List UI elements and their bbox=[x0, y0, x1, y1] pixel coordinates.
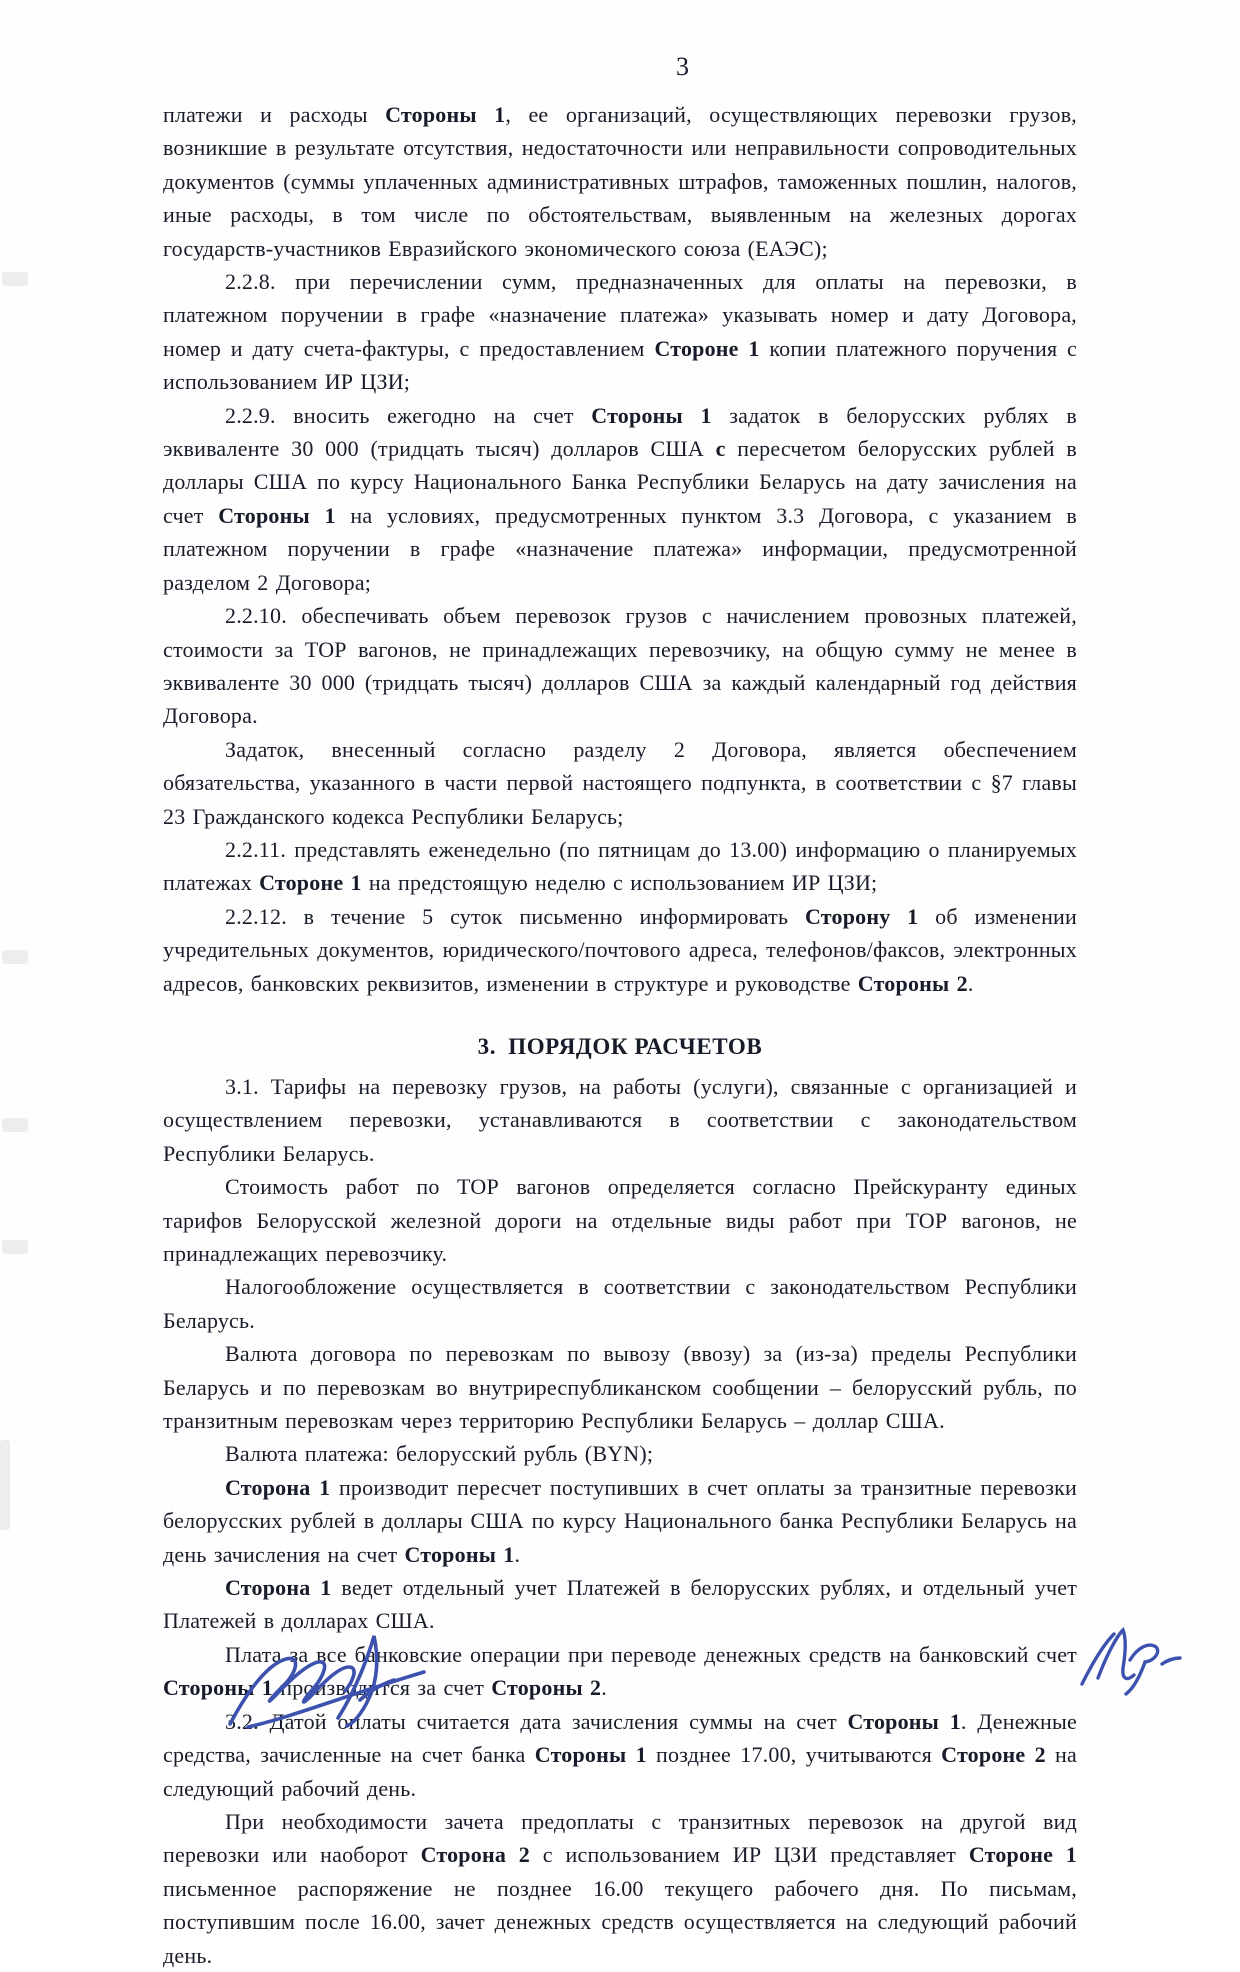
paragraph: Сторона 1 ведет отдельный учет Платежей в белорусских рублях, и отдельный учет Платежей в долларах США. bbox=[163, 1575, 1078, 1634]
scan-edge-artifacts bbox=[0, 0, 18, 1754]
paragraph: 2.2.12. в течение 5 суток письменно информировать Сторону 1 об изменении учредительных документов, юридического/почтового адреса, телефонов/факсов, электронных адресов, банковских реквизитов, изменении в структуре и руководстве Стороны 2. bbox=[163, 903, 1077, 996]
paragraph: 2.2.11. представлять еженедельно (по пятницам до 13.00) информацию о планируемых платежах Стороне 1 на предстоящую неделю с использованием ИР ЦЗИ; bbox=[163, 836, 1077, 896]
paragraph: 3.1. Тарифы на перевозку грузов, на работы (услуги), связанные с организацией и осуществлением перевозки, устанавливаются в соответствии с законодательством Республики Беларусь. bbox=[163, 1073, 1077, 1166]
paragraph: Валюта договора по перевозкам по вывозу (ввозу) за (из-за) пределы Республики Беларусь и по перевозкам во внутриреспубликанском сообщении – белорусский рубль, по транзитным перевозкам через территорию Республики Беларусь – доллар США. bbox=[163, 1341, 1077, 1434]
paragraph: 2.2.9. вносить ежегодно на счет Стороны 1 задаток в белорусских рублях в эквиваленте 30 000 (тридцать тысяч) долларов США с пересчетом белорусских рублей в доллары США по курсу Национального Банка Республики Беларусь на дату зачисления на счет Стороны 1 на условиях, предусмотренных пунктом 3.3 Договора, с указанием в платежном поручении в графе «назначение платежа» информации, предусмотренной разделом 2 Договора; bbox=[163, 402, 1077, 595]
paragraph: 2.2.8. при перечислении сумм, предназначенных для оплаты на перевозки, в платежном поручении в графе «назначение платежа» указывать номер и дату Договора, номер и дату счета-фактуры, с предоставлением Стороне 1 копии платежного поручения с использованием ИР ЦЗИ; bbox=[163, 269, 1078, 395]
paragraph: Плата за все банковские операции при переводе денежных средств на банковский счет Стороны 1 производится за счет Стороны 2. bbox=[163, 1641, 1077, 1701]
paragraph: 3.2. Датой оплаты считается дата зачисления суммы на счет Стороны 1. Денежные средства, зачисленные на счет банка Стороны 1 позднее 17.00, учитываются Стороне 2 на следующий рабочий день. bbox=[163, 1708, 1077, 1801]
paragraph: Сторона 1 производит пересчет поступивших в счет оплаты за транзитные перевозки белорусских рублей в доллары США по курсу Национального банка Республики Беларусь на день зачисления на счет Стороны 1. bbox=[163, 1474, 1078, 1567]
section-heading: 3. ПОРЯДОК РАСЧЕТОВ bbox=[477, 1033, 763, 1059]
paragraph: Налогообложение осуществляется в соответствии с законодательством Республики Беларусь. bbox=[163, 1274, 1077, 1333]
paragraph: 2.2.10. обеспечивать объем перевозок грузов с начислением провозных платежей, стоимости за ТОР вагонов, не принадлежащих перевозчику, на общую сумму не менее в эквиваленте 30 000 (тридцать тысяч) долларов США за каждый календарный год действия Договора. bbox=[163, 603, 1077, 729]
signature-left-icon bbox=[222, 1628, 432, 1738]
paragraph: Стоимость работ по ТОР вагонов определяется согласно Прейскуранту единых тарифов Белорусской железной дороги на отдельные виды работ при ТОР вагонов, не принадлежащих перевозчику. bbox=[163, 1174, 1077, 1266]
paragraph: платежи и расходы Стороны 1, ее организаций, осуществляющих перевозки грузов, возникшие в результате отсутствия, недостаточности или неправильности сопроводительных документов (суммы уплаченных административных штрафов, таможенных пошлин, налогов, иные расходы, в том числе по обстоятельствам, выявленным на железных дорогах государств-участников Евразийского экономического союза (ЕАЭС); bbox=[163, 102, 1077, 261]
signature-right-icon bbox=[1072, 1618, 1187, 1703]
paragraph: При необходимости зачета предоплаты с транзитных перевозок на другой вид перевозки или наоборот Сторона 2 с использованием ИР ЦЗИ представляет Стороне 1 письменное распоряжение не позднее 16.00 текущего рабочего дня. По письмам, поступившим после 16.00, зачет денежных средств осуществляется на следующий рабочий день. bbox=[163, 1808, 1078, 1968]
page-number: 3 bbox=[676, 52, 689, 81]
paragraph: Задаток, внесенный согласно разделу 2 Договора, является обеспечением обязательства, указанного в части первой настоящего подпункта, в соответствии с §7 главы 23 Гражданского кодекса Республики Беларусь; bbox=[163, 736, 1077, 829]
paragraph: Валюта платежа: белорусский рубль (BYN); bbox=[225, 1441, 654, 1467]
